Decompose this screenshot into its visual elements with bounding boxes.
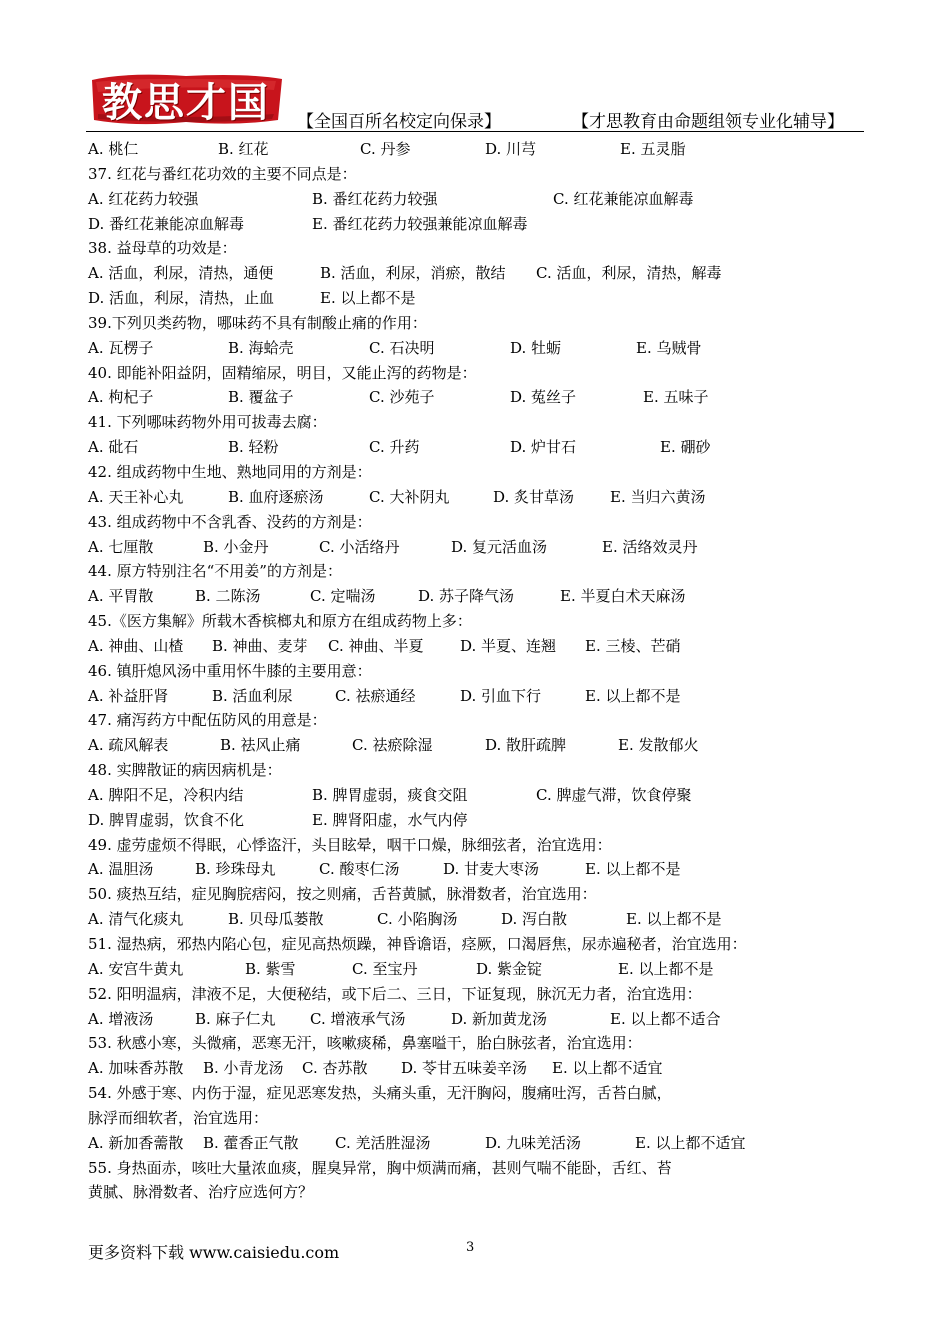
answer-options-row	[88, 907, 888, 932]
answer-option: C. 丹参	[360, 140, 411, 158]
answer-option: D. 番红花兼能凉血解毒	[88, 214, 245, 233]
answer-option: C. 定喘汤	[310, 587, 376, 606]
answer-option: A. 补益肝肾	[88, 686, 169, 705]
answer-option: E. 发散郁火	[618, 736, 699, 755]
answer-option: B. 麻子仁丸	[195, 1009, 276, 1028]
answer-option: A. 桃仁	[88, 140, 139, 158]
answer-option: B. 藿香正气散	[203, 1133, 299, 1152]
answer-option: C. 沙苑子	[369, 388, 435, 407]
answer-option: E. 半夏白术天麻汤	[560, 587, 686, 606]
question-text: 40. 即能补阳益阴，固精缩尿，明目，又能止泻的药物是：	[88, 363, 477, 382]
answer-option: C. 杏苏散	[302, 1059, 368, 1078]
answer-option: E. 当归六黄汤	[610, 487, 706, 506]
answer-options-row	[88, 1056, 888, 1081]
answer-option: B. 紫雪	[245, 959, 296, 978]
answer-option: E. 乌贼骨	[636, 338, 702, 357]
answer-option: C. 红花兼能凉血解毒	[553, 189, 694, 208]
answer-option: B. 覆盆子	[228, 388, 294, 407]
question-text: 51. 湿热病，邪热内陷心包，症见高热烦躁，神昏谵语，痉厥，口渴唇焦，尿赤遍秘者，治宜选用：	[88, 935, 747, 953]
question-text: 39.下列贝类药物，哪味药不具有制酸止痛的作用：	[88, 313, 427, 332]
answer-options-row	[88, 1131, 888, 1156]
answer-option: A. 神曲、山楂	[88, 636, 184, 655]
answer-option: B. 神曲、麦芽	[212, 636, 308, 655]
answer-option: A. 疏风解表	[88, 736, 169, 755]
answer-option: D. 活血，利尿，清热，止血	[88, 289, 275, 308]
header-tagline-right: 【才思教育由命题组领专业化辅导】	[572, 112, 844, 132]
answer-option: B. 贝母瓜蒌散	[228, 910, 324, 929]
question-text: 黄腻、脉滑数者、治疗应选何方？	[88, 1183, 314, 1202]
answer-option: D. 散肝疏脾	[485, 736, 567, 755]
answer-option: D. 九味羌活汤	[485, 1133, 582, 1152]
answer-options-row	[88, 1007, 888, 1032]
answer-option: C. 祛瘀除湿	[352, 736, 433, 755]
answer-options-row	[88, 783, 888, 808]
answer-option: A. 温胆汤	[88, 860, 154, 879]
answer-option: E. 以上都不是	[626, 910, 722, 929]
answer-option: D. 泻白散	[501, 910, 568, 929]
answer-option: E. 以上都不适宜	[552, 1059, 663, 1078]
brand-logo	[86, 70, 286, 128]
answer-option: E. 三棱、芒硝	[585, 636, 681, 655]
question-text: 37. 红花与番红花功效的主要不同点是：	[88, 164, 357, 183]
answer-option: B. 祛风止痛	[220, 736, 301, 755]
answer-option: A. 加味香苏散	[88, 1059, 184, 1078]
question-text: 42. 组成药物中生地、熟地同用的方剂是：	[88, 462, 372, 481]
answer-options-row	[88, 857, 888, 882]
answer-option: D. 甘麦大枣汤	[443, 860, 540, 879]
answer-options-row	[88, 286, 888, 311]
answer-option: C. 增液承气汤	[310, 1009, 406, 1028]
answer-option: D. 炉甘石	[510, 438, 577, 457]
answer-option: E. 以上都不是	[618, 959, 714, 978]
answer-options-row	[88, 634, 888, 659]
answer-option: C. 祛瘀通经	[335, 686, 416, 705]
header-tagline-left: 【全国百所名校定向保录】	[297, 112, 501, 132]
answer-option: D. 菟丝子	[510, 388, 577, 407]
answer-option: B. 脾胃虚弱，痰食交阻	[312, 785, 468, 804]
footer-download-link[interactable]: 更多资料下载 www.caisiedu.com	[88, 1243, 340, 1262]
question-text: 49. 虚劳虚烦不得眠，心悸盗汗，头目眩晕，咽干口燥，脉细弦者，治宜选用：	[88, 835, 612, 854]
answer-option: D. 炙甘草汤	[493, 487, 575, 506]
answer-options-row	[88, 957, 888, 982]
answer-option: E. 五灵脂	[620, 140, 686, 158]
answer-options-row	[88, 261, 888, 286]
answer-option: A. 新加香薷散	[88, 1133, 184, 1152]
answer-option: E. 脾肾阳虚，水气内停	[312, 810, 468, 829]
answer-option: A. 天王补心丸	[88, 487, 184, 506]
question-text: 脉浮而细软者，治宜选用：	[88, 1108, 269, 1127]
answer-option: B. 海蛤壳	[228, 338, 294, 357]
answer-option: B. 小金丹	[203, 537, 269, 556]
answer-option: C. 石决明	[369, 338, 435, 357]
question-text: 45.《医方集解》所载木香槟榔丸和原方在组成药物上多：	[88, 612, 472, 631]
answer-option: D. 脾胃虚弱，饮食不化	[88, 810, 245, 829]
answer-option: B. 珍珠母丸	[195, 860, 276, 879]
answer-option: D. 引血下行	[460, 686, 542, 705]
question-text: 54. 外感于寒、内伤于湿，症见恶寒发热，头痛头重，无汗胸闷，腹痛吐泻，舌苔白腻，	[88, 1084, 672, 1103]
answer-options-row	[88, 212, 888, 237]
answer-option: E. 番红花药力较强兼能凉血解毒	[312, 214, 528, 233]
answer-option: C. 酸枣仁汤	[319, 860, 400, 879]
answer-option: A. 增液汤	[88, 1009, 154, 1028]
answer-option: D. 新加黄龙汤	[451, 1009, 548, 1028]
answer-options-row	[88, 808, 888, 833]
answer-option: C. 羌活胜湿汤	[335, 1133, 431, 1152]
question-text: 41. 下列哪味药物外用可拔毒去腐：	[88, 413, 327, 432]
answer-option: E. 以上都不是	[585, 686, 681, 705]
question-text: 44. 原方特别注名“不用姜”的方剂是：	[88, 562, 342, 581]
answer-option: A. 清气化痰丸	[88, 910, 184, 929]
answer-option: E. 以上都不是	[585, 860, 681, 879]
answer-option: B. 血府逐瘀汤	[228, 487, 324, 506]
answer-option: D. 苓甘五味姜辛汤	[401, 1059, 528, 1078]
answer-option: E. 以上都不适合	[610, 1009, 721, 1028]
answer-options-row	[88, 485, 888, 510]
answer-options-row	[88, 336, 888, 361]
answer-option: C. 大补阴丸	[369, 487, 450, 506]
answer-option: D. 半夏、连翘	[460, 636, 557, 655]
answer-option: A. 七厘散	[88, 537, 154, 556]
answer-option: A. 平胃散	[88, 587, 154, 606]
answer-option: A. 活血，利尿，清热，通便	[88, 264, 274, 283]
answer-options-row	[88, 684, 888, 709]
answer-options-row	[88, 187, 888, 212]
answer-option: E. 硼砂	[660, 438, 711, 457]
question-text: 48. 实脾散证的病因病机是：	[88, 761, 282, 780]
question-text: 55. 身热面赤，咳吐大量浓血痰，腥臭异常，胸中烦满而痛，甚则气喘不能卧，舌红、苔	[88, 1158, 672, 1177]
question-text: 43. 组成药物中不含乳香、没药的方剂是：	[88, 512, 372, 531]
answer-option: B. 活血，利尿，消瘀，散结	[320, 264, 506, 283]
answer-option: D. 牡蛎	[510, 338, 562, 357]
header-divider	[86, 131, 864, 132]
answer-option: B. 二陈汤	[195, 587, 261, 606]
answer-option: A. 脾阳不足，冷积内结	[88, 785, 244, 804]
answer-option: E. 以上都不是	[320, 289, 416, 308]
answer-options-row	[88, 137, 888, 162]
answer-option: D. 复元活血汤	[451, 537, 548, 556]
question-text: 50. 痰热互结，症见胸脘痞闷，按之则痛，舌苔黄腻，脉滑数者，治宜选用：	[88, 885, 597, 904]
answer-option: C. 神曲、半夏	[328, 636, 424, 655]
answer-option: B. 小青龙汤	[203, 1059, 284, 1078]
question-text: 47. 痛泻药方中配伍防风的用意是：	[88, 711, 327, 730]
answer-option: A. 安宫牛黄丸	[88, 959, 184, 978]
answer-options-row	[88, 733, 888, 758]
answer-option: E. 活络效灵丹	[602, 537, 698, 556]
page-number: 3	[466, 1240, 475, 1255]
answer-option: E. 五味子	[643, 388, 709, 407]
answer-options-row	[88, 535, 888, 560]
question-text: 38. 益母草的功效是：	[88, 239, 237, 258]
answer-option: A. 砒石	[88, 438, 139, 457]
answer-option: E. 以上都不适宜	[635, 1133, 746, 1152]
question-text: 52. 阳明温病，津液不足，大便秘结，或下后二、三日，下证复现，脉沉无力者，治宜选用：	[88, 984, 702, 1003]
answer-option: B. 番红花药力较强	[312, 189, 438, 208]
logo-text: 教思才国	[102, 78, 270, 126]
answer-option: D. 川芎	[485, 140, 537, 158]
answer-option: A. 红花药力较强	[88, 189, 199, 208]
answer-option: B. 活血利尿	[212, 686, 293, 705]
answer-option: C. 至宝丹	[352, 959, 418, 978]
question-list	[88, 137, 888, 1205]
answer-option: D. 紫金锭	[476, 959, 543, 978]
answer-option: B. 轻粉	[228, 438, 279, 457]
answer-option: C. 小陷胸汤	[377, 910, 458, 929]
answer-option: C. 小活络丹	[319, 537, 400, 556]
answer-option: C. 脾虚气滞，饮食停聚	[536, 785, 692, 804]
answer-option: D. 苏子降气汤	[418, 587, 515, 606]
answer-option: A. 瓦楞子	[88, 338, 154, 357]
answer-options-row	[88, 584, 888, 609]
answer-options-row	[88, 385, 888, 410]
answer-option: C. 升药	[369, 438, 420, 457]
answer-option: C. 活血，利尿，清热，解毒	[536, 264, 722, 283]
answer-options-row	[88, 435, 888, 460]
question-text: 46. 镇肝熄风汤中重用怀牛膝的主要用意：	[88, 661, 372, 680]
question-text: 53. 秋感小寒，头微痛，恶寒无汗，咳嗽痰稀，鼻塞嗌干，胎白脉弦者，治宜选用：	[88, 1034, 642, 1053]
answer-option: B. 红花	[218, 140, 269, 158]
answer-option: A. 枸杞子	[88, 388, 154, 407]
